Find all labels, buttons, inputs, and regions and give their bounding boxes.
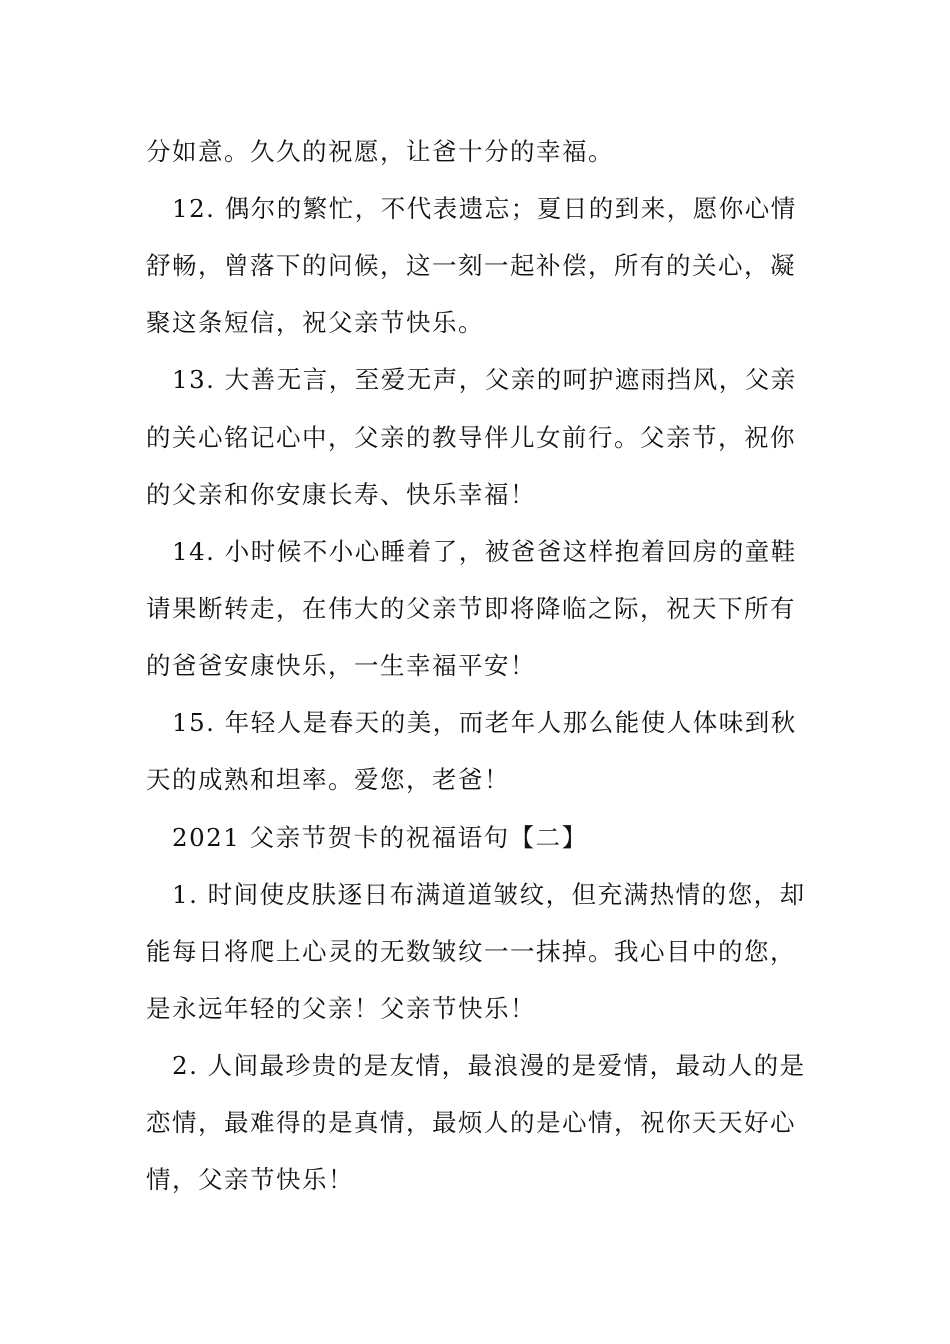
text-line: 1. 时间使皮肤逐日布满道道皱纹，但充满热情的您，却 bbox=[172, 880, 806, 909]
text-line: 15. 年轻人是春天的美，而老年人那么能使人体味到秋 bbox=[172, 708, 797, 737]
text-line: 请果断转走，在伟大的父亲节即将降临之际，祝天下所有 bbox=[146, 594, 796, 623]
text-line: 的父亲和你安康长寿、快乐幸福！ bbox=[146, 480, 536, 509]
text-line: 舒畅，曾落下的问候，这一刻一起补偿，所有的关心，凝 bbox=[146, 251, 796, 280]
text-line: 14. 小时候不小心睡着了，被爸爸这样抱着回房的童鞋 bbox=[172, 537, 797, 566]
text-line: 情，父亲节快乐！ bbox=[146, 1165, 354, 1194]
text-line: 的爸爸安康快乐，一生幸福平安！ bbox=[146, 651, 536, 680]
text-line: 的关心铭记心中，父亲的教导伴儿女前行。父亲节，祝你 bbox=[146, 423, 796, 452]
text-line: 天的成熟和坦率。爱您，老爸！ bbox=[146, 765, 510, 794]
text-line: 13. 大善无言，至爱无声，父亲的呵护遮雨挡风，父亲 bbox=[172, 365, 797, 394]
text-line: 分如意。久久的祝愿，让爸十分的幸福。 bbox=[146, 137, 614, 166]
text-line: 12. 偶尔的繁忙，不代表遗忘；夏日的到来，愿你心情 bbox=[172, 194, 797, 223]
text-line: 聚这条短信，祝父亲节快乐。 bbox=[146, 308, 484, 337]
text-line: 2. 人间最珍贵的是友情，最浪漫的是爱情，最动人的是 bbox=[172, 1051, 806, 1080]
text-line: 能每日将爬上心灵的无数皱纹一一抹掉。我心目中的您， bbox=[146, 937, 796, 966]
section-heading: 2021 父亲节贺卡的祝福语句【二】 bbox=[172, 823, 588, 852]
text-line: 恋情，最难得的是真情，最烦人的是心情，祝你天天好心 bbox=[146, 1108, 796, 1137]
text-line: 是永远年轻的父亲！父亲节快乐！ bbox=[146, 994, 536, 1023]
